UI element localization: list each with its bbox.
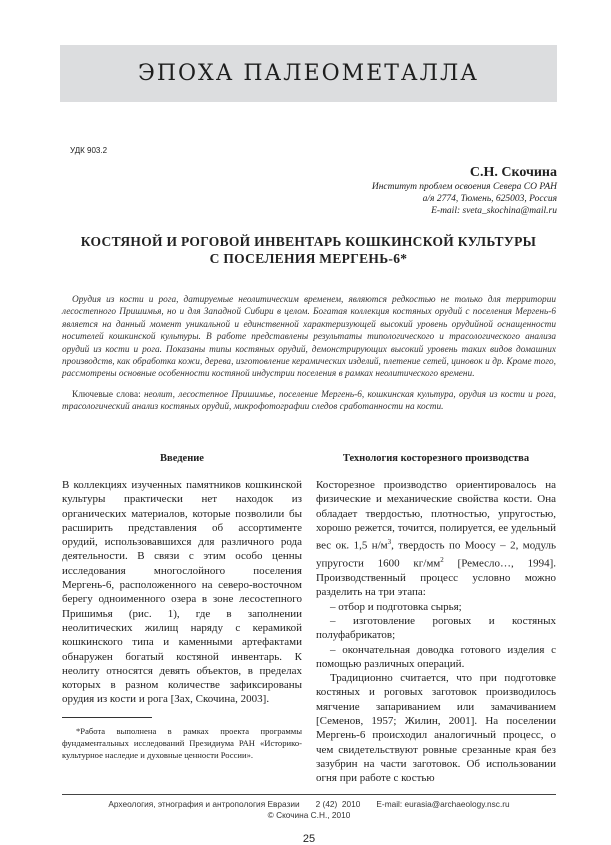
footnote-divider — [62, 717, 152, 718]
keywords-value: неолит, лесостепное Пришимье, поселение Мергень-6, кошкинская культура, орудия из кости и рога, трасологический анализ костяных орудий, микрофотографии следов сработанности на кости. — [62, 389, 556, 413]
footer-email[interactable]: E-mail: eurasia@archaeology.nsc.ru — [376, 798, 510, 809]
section-heading-introduction: Введение — [160, 452, 204, 464]
superscript: 3 — [387, 538, 392, 547]
author-block — [372, 165, 557, 217]
author-address: а/я 2774, Тюмень, 625003, Россия — [422, 194, 557, 204]
intro-paragraph: В коллекциях изученных памятников кошкинской культуры практически нет находок из органических материалов, которые позволили бы расширить представления об ассортименте орудий, использовавшихся для различного рода деятельности. В связи с этим особо ценны исследования многослойного поселения Мергень-6, расположенного на северо-восточном берегу одноименного озера в зоне лесостепного Пришимья (рис. 1), где в заполнении неолитических жилищ наряду с керамикой кошкинского типа и каменными артефактами обнаружен богатый костяной инвентарь. К неолиту относятся девять объектов, в пределах которых в разном количестве зафиксированы орудия из кости и рога [Зах, Скочина, 2003]. — [62, 478, 302, 706]
technology-paragraph — [316, 478, 556, 600]
stage-item: – изготовление роговых и костяных полуфабрикатов; — [316, 614, 556, 642]
footnote: *Работа выполнена в рамках проекта программы фундаментальных исследований Президиума РАН «Историко-культурное наследие и духовные ценности России». — [62, 725, 302, 760]
section-banner — [60, 45, 557, 102]
stage-item: – отбор и подготовка сырья; — [330, 600, 462, 613]
left-column — [62, 452, 302, 786]
abstract-text: Орудия из кости и рога, датируемые неолитическим временем, являются редкостью не только для территории лесостепного Пришимья, но и для Западной Сибири в целом. Богатая коллекция костяных орудий с поселения Мергень-6 является на данный момент уникальной и единственной характеризующей высокий уровень орудийной оснащенности носителей кошкинской культуры. В работе представлены результаты типологического и трасологического анализа орудий из кости и рога. Показаны типы костяных орудий, демонстрирующих высокий уровень таких видов домашних производств, как обработка кожи, дерева, изготовление керамических изделий, плетение сетей, циновок и др. Кроме того, рассмотрены основные особенности костяной индустрии поселения в рамках неолитического времени. — [62, 295, 556, 380]
superscript: 2 — [440, 556, 444, 565]
text-part: Косторезное производство ориентировалось на физические и механические свойства кости. Она обладает твердостью, плотностью, упругостью, хорошо режется, точится, полируется, ее удельный вес ок. 1,5 н/м — [316, 478, 556, 552]
keywords-label: Ключевые слова: — [72, 389, 144, 400]
page-number: 25 — [302, 832, 316, 845]
abstract — [62, 294, 556, 381]
two-columns — [62, 452, 556, 786]
footer-issue: 2 (42) 2010 — [315, 798, 361, 809]
right-column — [316, 452, 556, 786]
section-title: ЭПОХА ПАЛЕОМЕТАЛЛА — [138, 61, 479, 86]
author-email: E-mail: sveta_skochina@mail.ru — [431, 206, 557, 216]
footer-journal: Археология, этнография и антропология Евразии — [108, 798, 300, 809]
stage-item: – окончательная доводка готового изделия с помощью различных операций. — [316, 643, 556, 670]
author-affiliation: Институт проблем освоения Севера СО РАН — [371, 182, 557, 192]
title-line-1: КОСТЯНОЙ И РОГОВОЙ ИНВЕНТАРЬ КОШКИНСКОЙ КУЛЬТУРЫ — [80, 234, 537, 249]
article-body — [62, 294, 556, 845]
article-title — [60, 233, 557, 267]
technology-paragraph-2: Традиционно считается, что при подготовке костяных и роговых заготовок производилось мягчение запариванием или замачиванием [Семенов, 1957; Жилин, 2001]. На поселении Мергень-6 происходил аналогичный процесс, о чем свидетельствуют ровные срезанные края без зазубрин на части заготовок. Об использовании огня при работе с костью — [316, 672, 556, 785]
title-line-2: С ПОСЕЛЕНИЯ МЕРГЕНЬ-6* — [209, 251, 408, 266]
author-name: С.Н. Скочина — [469, 165, 557, 180]
keywords — [62, 389, 556, 414]
udk-code: УДК 903.2 — [70, 146, 108, 155]
footer-copyright: © Скочина С.Н., 2010 — [267, 809, 351, 820]
section-heading-technology: Технология косторезного производства — [342, 452, 530, 464]
text-part: [Ремесло…, 1994]. Производственный процесс условно можно разделить на три этапа: — [316, 557, 556, 599]
text-part: , твердость по Моосу – 2, модуль упругости 1600 кг/мм — [316, 539, 556, 570]
page-footer — [62, 794, 556, 821]
